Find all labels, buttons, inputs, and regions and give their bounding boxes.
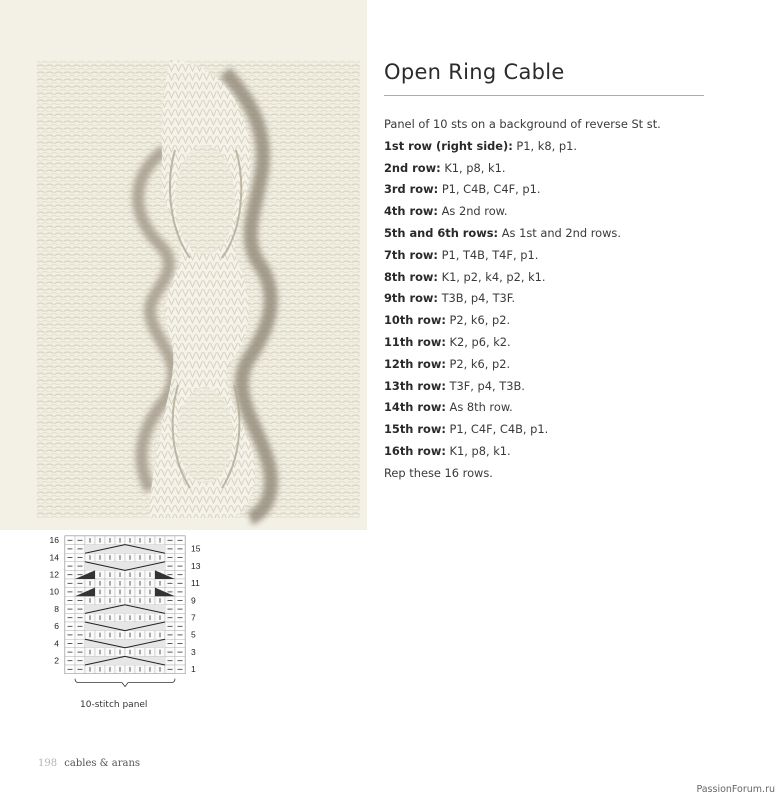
instruction-row-text: T3B, p4, T3F. — [441, 291, 516, 306]
row-number-right: 5 — [191, 629, 196, 640]
instruction-row — [384, 376, 661, 398]
pattern-instructions — [384, 114, 661, 485]
cable-cell — [85, 622, 165, 631]
row-number-left: 6 — [54, 621, 59, 632]
instruction-row — [384, 223, 661, 245]
chart-caption: 10-stitch panel — [80, 700, 148, 710]
instruction-row-label: 10th row: — [384, 313, 446, 328]
instruction-row-text: Rep these 16 rows. — [384, 465, 493, 480]
panel-bracket — [75, 679, 175, 687]
instruction-row — [384, 267, 661, 289]
row-number-right: 11 — [191, 578, 200, 589]
page-footer — [38, 758, 140, 769]
instruction-row-label: 14th row: — [384, 400, 446, 415]
row-number-left: 10 — [49, 586, 59, 597]
instruction-row-label: 9th row: — [384, 291, 438, 306]
instruction-row-label: 7th row: — [384, 247, 438, 262]
instruction-row-text: P1, C4F, C4B, p1. — [449, 422, 549, 437]
row-number-right: 3 — [191, 646, 196, 657]
instruction-row-label: 8th row: — [384, 269, 438, 284]
chart-grid — [33, 530, 203, 690]
instruction-row — [384, 310, 661, 332]
title-divider — [384, 95, 704, 96]
instruction-row-text: T3F, p4, T3B. — [449, 378, 525, 393]
instruction-row — [384, 419, 661, 441]
instruction-row — [384, 245, 661, 267]
instruction-row — [384, 158, 661, 180]
section-name: cables & arans — [64, 758, 141, 769]
instruction-row — [384, 114, 661, 136]
cable-cell — [85, 562, 165, 571]
row-number-left: 2 — [54, 655, 59, 666]
instruction-row-label: 15th row: — [384, 422, 446, 437]
cable-cell — [85, 605, 165, 614]
instruction-row — [384, 463, 661, 485]
swatch-illustration — [0, 0, 367, 530]
instruction-row-text: K2, p6, k2. — [449, 334, 511, 349]
row-number-left: 14 — [49, 552, 59, 563]
instruction-row-text: As 1st and 2nd rows. — [501, 225, 621, 240]
instruction-row — [384, 397, 661, 419]
instruction-row-text: As 2nd row. — [441, 204, 508, 219]
row-number-right: 13 — [191, 560, 201, 571]
instruction-row-text: K1, p8, k1. — [449, 443, 511, 458]
instruction-row — [384, 136, 661, 158]
instruction-row-text: P2, k6, p2. — [449, 313, 511, 328]
cable-cell — [85, 545, 165, 554]
instruction-row-text: P1, T4B, T4F, p1. — [441, 247, 539, 262]
instruction-row-label: 2nd row: — [384, 160, 441, 175]
instruction-row-label: 1st row (right side): — [384, 138, 513, 153]
row-number-left: 12 — [49, 569, 59, 580]
row-number-right: 1 — [191, 664, 196, 675]
instruction-row-text: As 8th row. — [449, 400, 513, 415]
cable-cell — [85, 639, 165, 648]
cable-cell — [85, 656, 165, 665]
instruction-row-label: 4th row: — [384, 204, 438, 219]
instruction-row — [384, 441, 661, 463]
row-number-right: 9 — [191, 595, 196, 606]
row-number-left: 8 — [54, 603, 59, 614]
instruction-row-label: 11th row: — [384, 334, 446, 349]
instruction-row-text: K1, p8, k1. — [444, 160, 506, 175]
instruction-row — [384, 201, 661, 223]
instruction-row-text: P1, k8, p1. — [516, 138, 577, 153]
instruction-row — [384, 179, 661, 201]
row-number-right: 7 — [191, 612, 196, 623]
stitch-chart — [33, 530, 203, 694]
instruction-row — [384, 288, 661, 310]
instruction-row-label: 3rd row: — [384, 182, 439, 197]
instruction-row — [384, 332, 661, 354]
instruction-row — [384, 354, 661, 376]
instruction-row-text: K1, p2, k4, p2, k1. — [441, 269, 546, 284]
instruction-row-label: 12th row: — [384, 356, 446, 371]
instruction-row-text: Panel of 10 sts on a background of reverse St st. — [384, 117, 661, 131]
page-number: 198 — [38, 758, 58, 769]
instruction-row-label: 13th row: — [384, 378, 446, 393]
swatch-photo — [0, 0, 367, 530]
instruction-row-text: P1, C4B, C4F, p1. — [441, 182, 541, 197]
instruction-row-text: P2, k6, p2. — [449, 356, 511, 371]
watermark: PassionForum.ru — [696, 784, 775, 795]
instruction-row-label: 16th row: — [384, 443, 446, 458]
instruction-row-label: 5th and 6th rows: — [384, 225, 499, 240]
row-number-right: 15 — [191, 543, 201, 554]
pattern-title: Open Ring Cable — [384, 60, 565, 84]
row-number-left: 16 — [49, 535, 59, 546]
row-number-left: 4 — [54, 638, 59, 649]
